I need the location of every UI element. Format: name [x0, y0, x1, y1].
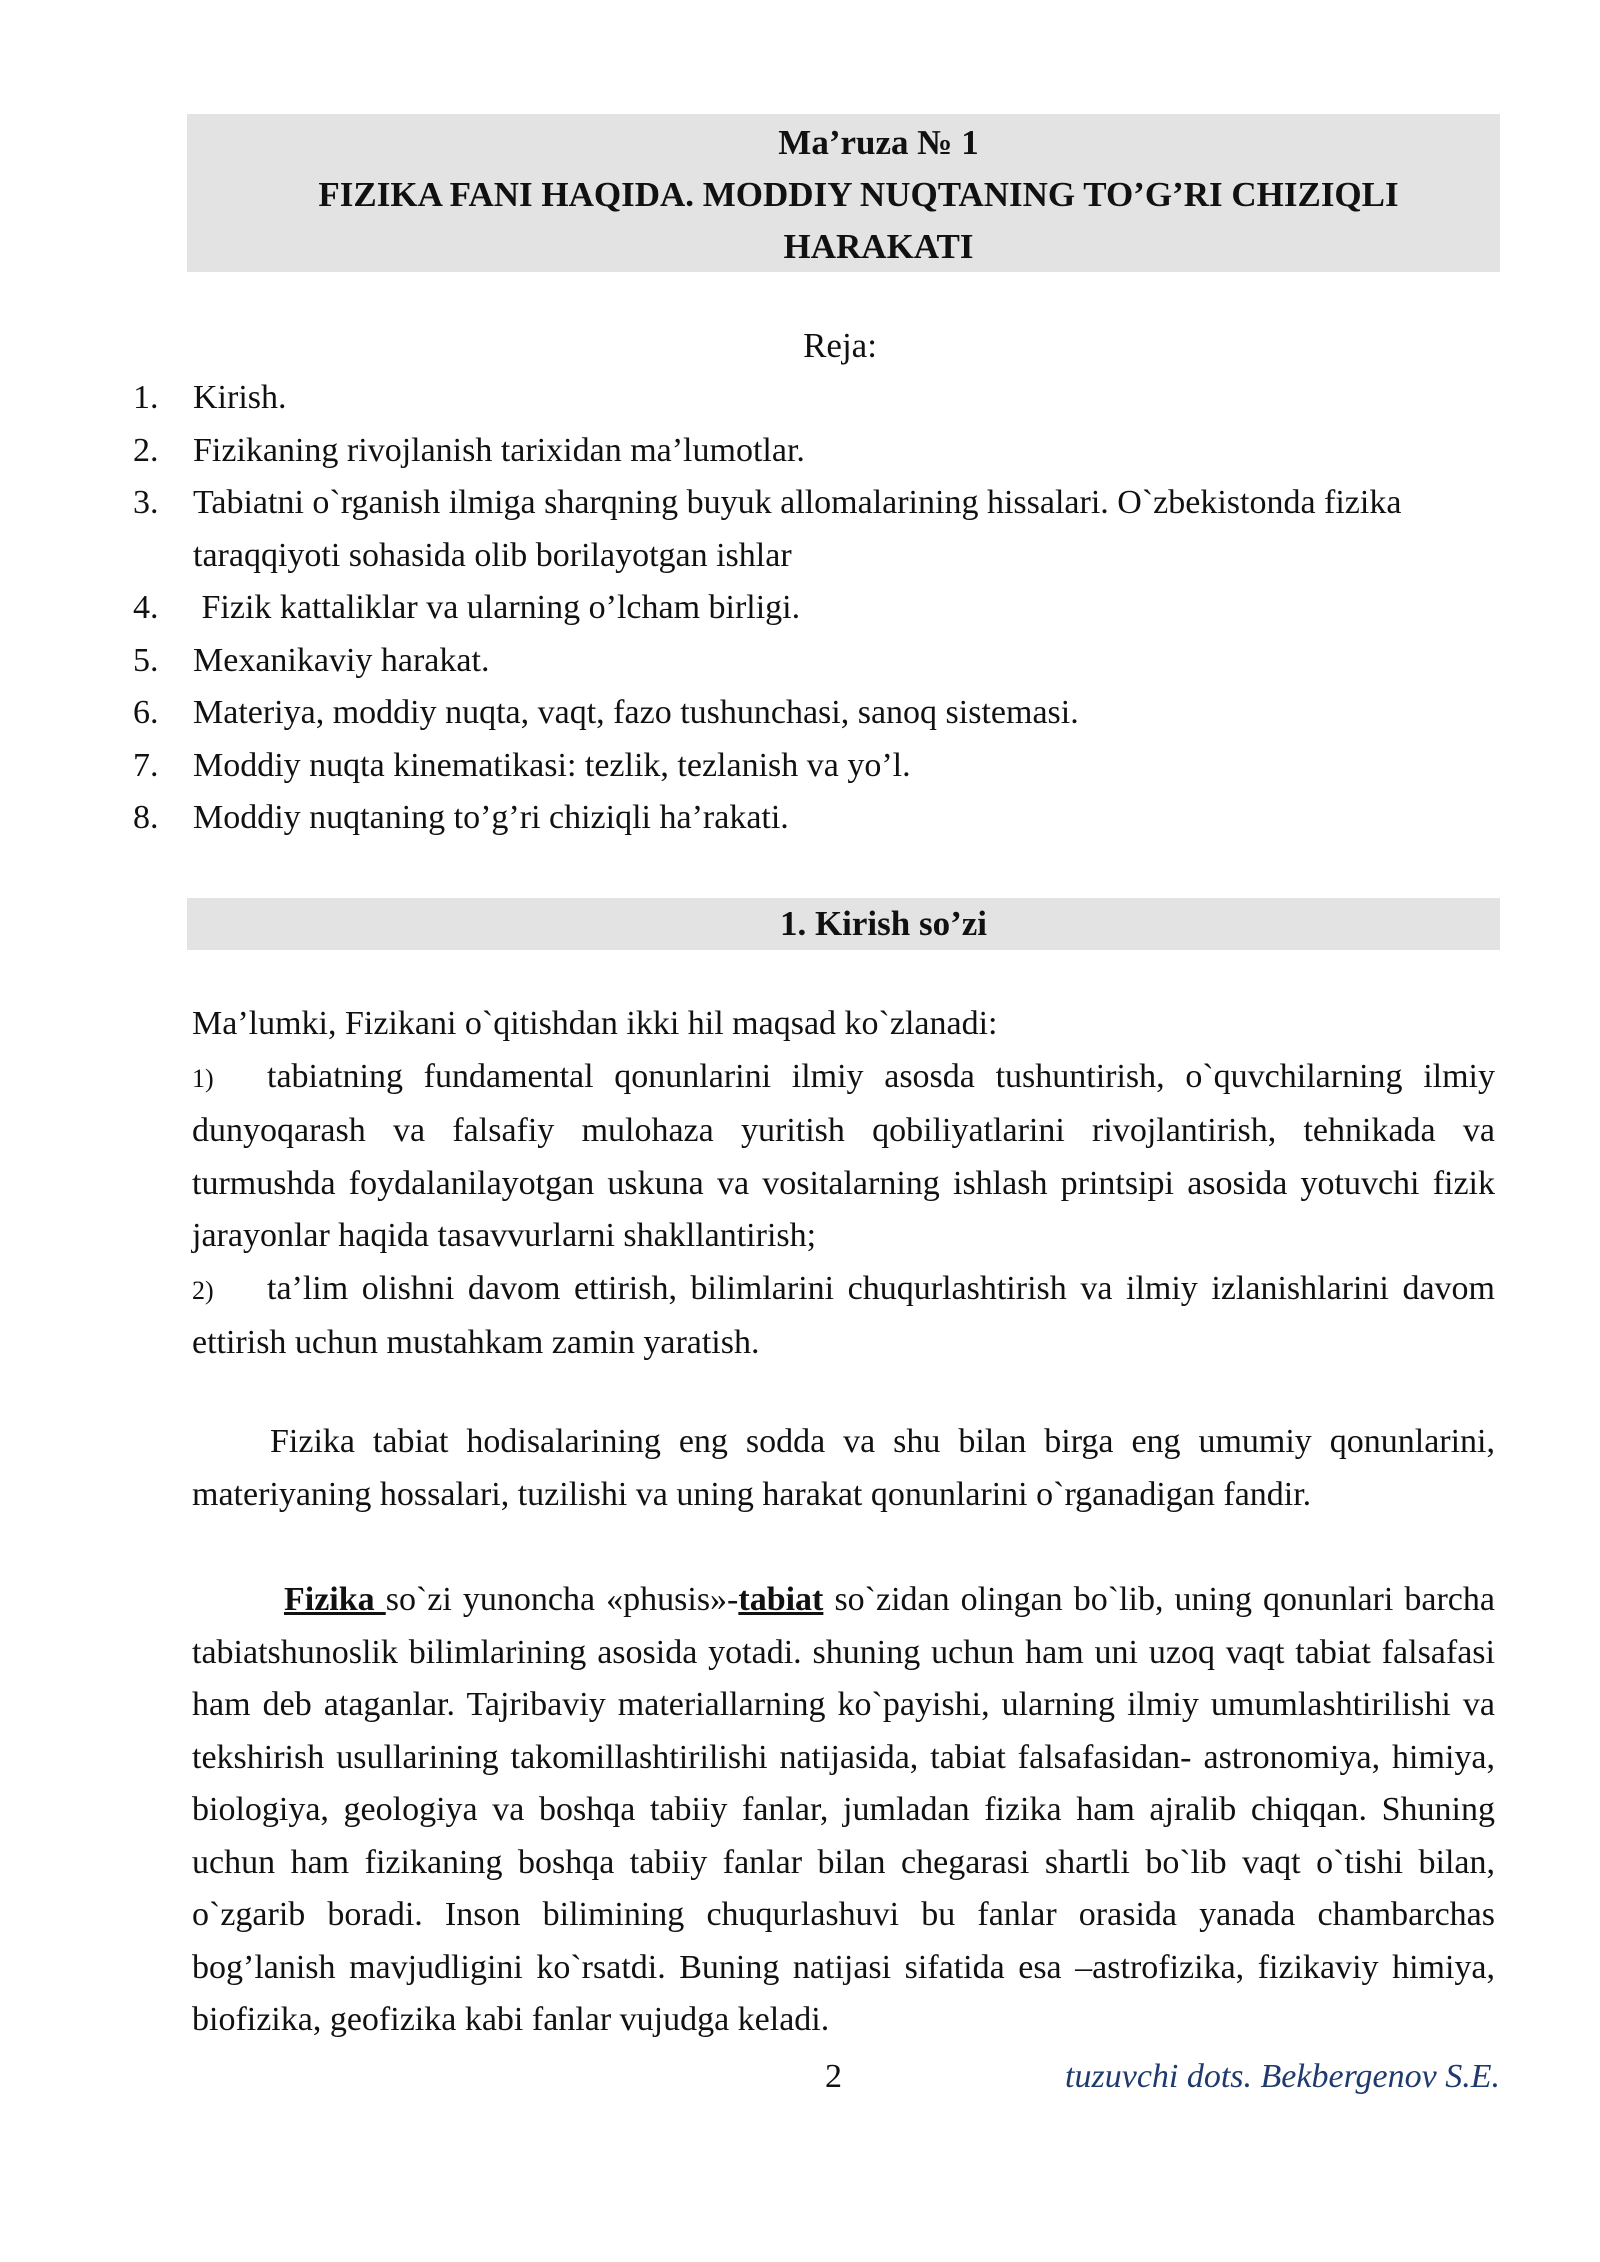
plan-item-text: Fizikaning rivojlanish tarixidan ma’lumotlar.	[193, 431, 805, 469]
term-fizika: Fizika	[284, 1581, 386, 1618]
intro-sentence: Ma’lumki, Fizikani o`qitishdan ikki hil maqsad ko`zlanadi:	[192, 1005, 998, 1042]
plan-item-number: 6.	[133, 694, 159, 731]
section-heading: 1. Kirish so’zi	[187, 898, 1500, 950]
goal-item	[192, 1263, 1495, 1370]
paragraph-text: so`zi yunoncha «phusis»-	[385, 1581, 739, 1618]
plan-item	[133, 792, 1533, 845]
plan-item	[133, 740, 1533, 793]
body-paragraph: Fizika tabiat hodisalarining eng sodda va shu bilan birga eng umumiy qonunlarini, materiyaning hossalari, tuzilishi va uning harakat qonunlarini o`rganadigan fandir.	[192, 1423, 1495, 1513]
plan-item-number: 1.	[133, 379, 159, 416]
plan-item-number: 7.	[133, 746, 159, 784]
goal-text: ta’lim olishni davom ettirish, bilimlarini chuqurlashtirish va ilmiy izlanishlarini davom ettirish uchun mustahkam zamin yaratish.	[192, 1269, 1495, 1361]
goal-item	[192, 1051, 1495, 1263]
plan-item-number: 3.	[133, 484, 159, 521]
intro-block	[192, 998, 1495, 1370]
plan-item-text: Fizik kattaliklar va ularning o’lcham birligi.	[193, 589, 801, 626]
plan-item-text: Moddiy nuqtaning to’g’ri chiziqli ha’rakati.	[193, 799, 789, 836]
plan-item	[133, 477, 1433, 582]
plan-item	[133, 687, 1533, 740]
lecture-title-box	[187, 114, 1500, 272]
goal-number: 1)	[192, 1063, 214, 1093]
plan-item-text: Moddiy nuqta kinematikasi: tezlik, tezlanish va yo’l.	[193, 746, 911, 784]
plan-heading: Reja:	[803, 326, 877, 365]
goal-number: 2)	[192, 1275, 214, 1305]
goal-text: tabiatning fundamental qonunlarini ilmiy asosda tushuntirish, o`quvchilarning ilmiy dunyoqarash va falsafiy mulohaza yuritish qobiliyatlarini rivojlantirish, tehnikada va turmushda foydalanilayotgan uskuna va vositalarning ishlash printsipi asosida yotuvchi fizik jarayonlar haqida tasavvurlarni shakllantirish;	[192, 1057, 1495, 1254]
plan-item	[133, 635, 1533, 688]
plan-item	[133, 372, 1533, 425]
plan-item-number: 5.	[133, 641, 159, 679]
lecture-label: Ma’ruza № 1	[778, 123, 979, 162]
plan-list	[133, 372, 1533, 845]
plan-item	[133, 582, 1533, 635]
plan-item-number: 8.	[133, 799, 159, 836]
page-number: 2	[825, 2058, 842, 2095]
plan-item-text: Mexanikaviy harakat.	[193, 641, 490, 679]
plan-item	[133, 425, 1533, 478]
plan-item-number: 4.	[133, 589, 159, 626]
plan-item-text: Materiya, moddiy nuqta, vaqt, fazo tushunchasi, sanoq sistemasi.	[193, 694, 1079, 731]
paragraph-text: so`zidan olingan bo`lib, uning qonunlari barcha tabiatshunoslik bilimlarining asosida yotadi. shuning uchun ham uni uzoq vaqt tabiat falsafasi ham deb ataganlar. Tajribaviy materiallarning ko`payishi, ularning ilmiy umumlashtirilishi va tekshirish usullarining takomillashtirilishi natijasida, tabiat falsafasidan- astronomiya, himiya, biologiya, geologiya va boshqa tabiiy fanlar, jumladan fizika ham ajralib chiqqan. Shuning uchun ham fizikaning boshqa tabiiy fanlar bilan chegarasi shartli bo`lib vaqt o`tishi bilan, o`zgarib boradi. Inson bilimining chuqurlashuvi bu fanlar orasida yanada chambarchas bog’lanish mavjudligini ko`rsatdi. Buning natijasi sifatida esa –astrofizika, fizikaviy himiya, biofizika, geofizika kabi fanlar vujudga keladi.	[192, 1581, 1495, 2038]
body-paragraph	[192, 1574, 1495, 2047]
lecture-title: FIZIKA FANI HAQIDA. MODDIY NUQTANING TO’G’RI CHIZIQLI	[318, 175, 1399, 214]
term-tabiat: tabiat	[738, 1581, 824, 1618]
author-credit: tuzuvchi dots. Bekbergenov S.E.	[1065, 2058, 1500, 2095]
plan-item-text: Tabiatni o`rganish ilmiga sharqning buyuk allomalarining hissalari. O`zbekistonda fizika taraqqiyoti sohasida olib borilayotgan ishlar	[193, 484, 1402, 574]
plan-item-text: Kirish.	[193, 379, 287, 416]
plan-item-number: 2.	[133, 431, 159, 469]
lecture-title-continued: HARAKATI	[783, 227, 974, 266]
